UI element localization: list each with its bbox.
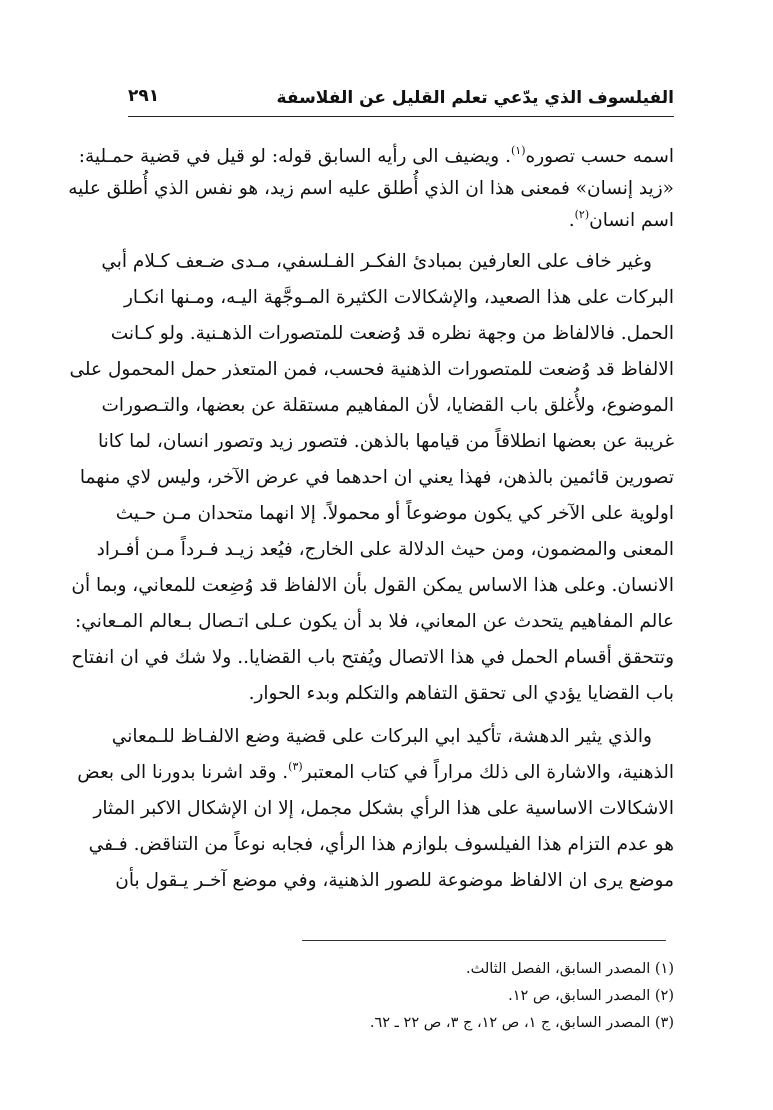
text-line bbox=[97, 427, 674, 457]
line-text: غريبة عن بعضها انطلاقاً من قيامها بالذهن. فتصور زيد وتصور انسان، لما كانا bbox=[97, 431, 674, 452]
header-rule bbox=[128, 116, 674, 117]
line-text: عالم المفاهيم يتحدث عن المعاني، فلا بد أن يكون عـلى اتـصال بـعالم المـعاني: bbox=[75, 611, 674, 632]
line-text: باب القضايا يؤدي الى تحقق التفاهم والتكلم وبدء الحوار. bbox=[248, 683, 674, 704]
text-line bbox=[77, 758, 674, 788]
text-line bbox=[128, 206, 674, 236]
text-line bbox=[111, 722, 674, 752]
line-text: الذهنية، والاشارة الى ذلك مراراً في كتاب المعتبر bbox=[302, 762, 674, 783]
footnote-marker[interactable]: (١) bbox=[510, 144, 526, 157]
text-line bbox=[123, 283, 674, 313]
line-text: موضع يرى ان الالفاظ موضوعة للصور الذهنية، وفي موضع آخـر يـقول بأن bbox=[115, 870, 674, 891]
footnote-rule bbox=[302, 940, 666, 941]
footnote-1: (١) المصدر السابق، الفصل الثالث. bbox=[465, 961, 674, 977]
text-line bbox=[128, 679, 674, 709]
line-text-continued: . bbox=[568, 210, 575, 231]
line-text: الحمل. فالالفاظ من وجهة نظره قد وُضعت للمتصورات الذهـنية. ولو كـانت bbox=[110, 323, 674, 344]
footnotes bbox=[128, 956, 674, 1037]
text-line bbox=[71, 571, 674, 601]
text-line bbox=[88, 830, 674, 860]
text-line bbox=[115, 866, 674, 896]
footnote-2: (٢) المصدر السابق، ص ١٢. bbox=[508, 988, 674, 1004]
text-line bbox=[75, 607, 674, 637]
line-text: والذي يثير الدهشة، تأكيد ابي البركات على قضية وضع الالفـاظ للـمعاني bbox=[111, 726, 652, 747]
line-text: «زيد إنسان» فمعنى هذا ان الذي أُطلق عليه اسم زيد، هو نفس الذي أُطلق عليه bbox=[68, 178, 674, 199]
text-line bbox=[68, 174, 674, 204]
footnote-marker[interactable]: (٣) bbox=[288, 760, 303, 773]
running-header bbox=[128, 86, 674, 116]
text-line bbox=[78, 142, 674, 172]
line-text: الموضوع، ولأُغلق باب القضايا، لأن المفاهيم مستقلة عن بعضها، والتـصورات bbox=[101, 395, 674, 416]
text-line bbox=[79, 463, 674, 493]
line-text: المعنى والمضمون، ومن حيث الدلالة على الخارج، فيُعد زيـد فـرداً مـن أفـراد bbox=[96, 539, 674, 560]
line-text: الاشكالات الاساسية على هذا الرأي بشكل مجمل، إلا ان الإشكال الاكبر المثار bbox=[93, 798, 674, 819]
footnote-marker[interactable]: (٢) bbox=[574, 208, 590, 221]
line-text: اولوية على الآخر كي يكون موضوعاً أو محمولاً. إلا انهما متحدان مـن حـيث bbox=[115, 503, 674, 524]
text-line bbox=[96, 535, 674, 565]
text-line bbox=[69, 355, 674, 385]
line-text: هو عدم التزام هذا الفيلسوف بلوازم هذا الرأي، فجابه نوعاً من التناقض. فـفي bbox=[88, 834, 674, 855]
line-text: وغير خاف على العارفين بمبادئ الفكـر الفـلسفي، مـدى ضـعف كـلام أبي bbox=[101, 251, 652, 272]
text-line bbox=[110, 319, 674, 349]
line-text-continued: . وقد اشرنا بدورنا الى بعض bbox=[77, 762, 289, 783]
running-title: الفيلسوف الذي يدّعي تعلم القليل عن الفلاسفة bbox=[276, 88, 674, 108]
line-text: وتتحقق أقسام الحمل في هذا الاتصال ويُفتح باب القضايا.. ولا شك في ان انفتاح bbox=[71, 647, 674, 668]
line-text: الانسان. وعلى هذا الاساس يمكن القول بأن الالفاظ قد وُضِعت للمعاني، وبما أن bbox=[71, 575, 674, 596]
text-line bbox=[71, 643, 674, 673]
line-text-continued: . ويضيف الى رأيه السابق قوله: لو قيل في قضية حمـلية: bbox=[78, 146, 511, 167]
line-text: اسمه حسب تصوره bbox=[525, 146, 674, 167]
text-line bbox=[101, 391, 674, 421]
line-text: البركات على هذا الصعيد، والإشكالات الكثيرة المـوجَّهة اليـه، ومـنها انكـار bbox=[123, 287, 674, 308]
text-line bbox=[115, 499, 674, 529]
footnote-3: (٣) المصدر السابق، ج ١، ص ١٢، ج ٣، ص ٢٢ ـ ٦٢. bbox=[369, 1015, 674, 1031]
text-line bbox=[101, 247, 674, 277]
text-line bbox=[93, 794, 674, 824]
line-text: اسم انسان bbox=[589, 210, 674, 231]
page-number: ٢٩١ bbox=[128, 86, 160, 106]
line-text: تصورين قائمين بالذهن، فهذا يعني ان احدهما في عرض الآخر، وليس لاي منهما bbox=[79, 467, 674, 488]
line-text: الالفاظ قد وُضعت للمتصورات الذهنية فحسب، فمن المتعذر حمل المحمول على bbox=[69, 359, 674, 380]
